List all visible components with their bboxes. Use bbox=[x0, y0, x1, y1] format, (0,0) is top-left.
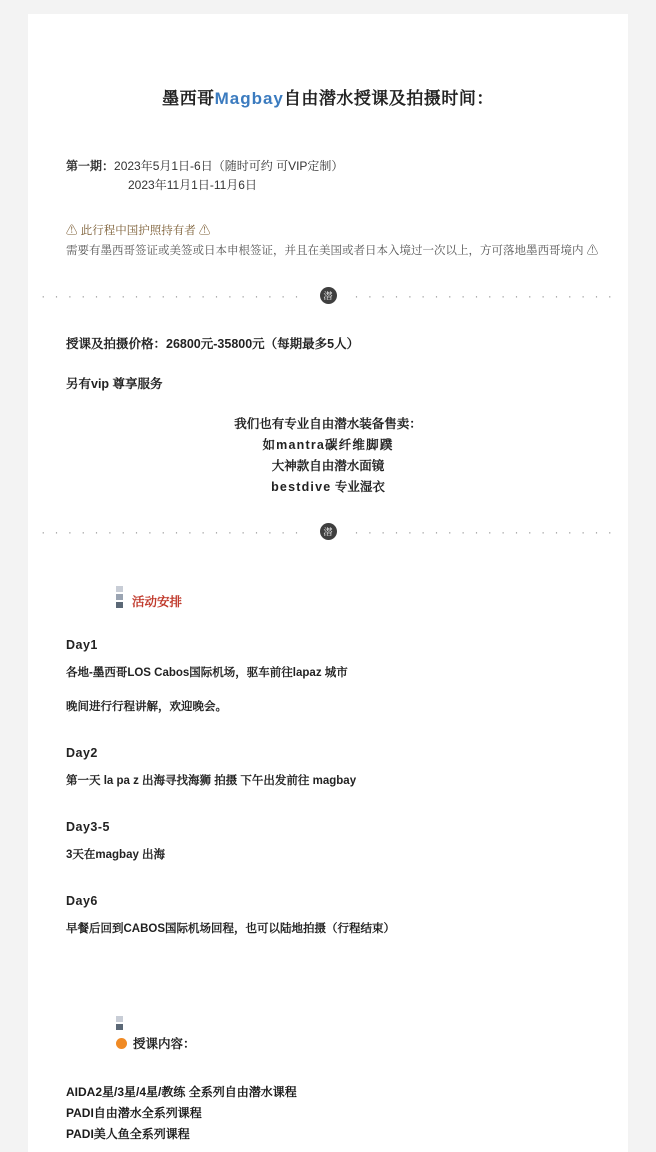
page-title bbox=[36, 14, 620, 109]
document-sheet bbox=[28, 14, 628, 1152]
orange-dot-icon bbox=[116, 1038, 127, 1049]
activity-heading bbox=[36, 586, 620, 608]
day-line: 第一天 la pa z 出海寻找海狮 拍摄 下午出发前往 magbay bbox=[66, 775, 357, 787]
visa-warning bbox=[36, 221, 620, 261]
course-heading-label: 授课内容： bbox=[133, 1037, 196, 1051]
day-title: Day2 bbox=[66, 746, 98, 760]
squares-icon bbox=[116, 586, 124, 608]
day-line: 各地-墨西哥LOS Cabos国际机场，驱车前往lapaz 城市 bbox=[66, 667, 348, 679]
schedule-date-1: 2023年5月1日-6日（随时可约 可VIP定制） bbox=[114, 159, 344, 173]
dive-badge-icon: 潜 bbox=[320, 523, 337, 540]
section-divider bbox=[36, 287, 620, 304]
visa-warning-text-2: 需要有墨西哥签证或美签或日本申根签证，并且在美国或者日本入境过一次以上，方可落地墨西哥境内 bbox=[66, 245, 584, 257]
day-title: Day3-5 bbox=[66, 820, 110, 834]
price-line: 授课及拍摄价格：26800元-35800元（每期最多5人） bbox=[66, 337, 360, 351]
course-item: AIDA2星/3星/4星/教练 全系列自由潜水课程 bbox=[66, 1085, 297, 1099]
gear-item-3-brand: bestdive bbox=[271, 480, 332, 494]
section-divider bbox=[36, 523, 620, 540]
warning-icon: ⚠ bbox=[198, 225, 211, 237]
course-list bbox=[36, 1082, 620, 1144]
itinerary-day bbox=[36, 638, 620, 716]
dive-badge-icon: 潜 bbox=[320, 287, 337, 304]
itinerary-day bbox=[36, 820, 620, 864]
title-prefix: 墨西哥 bbox=[162, 89, 215, 108]
activity-heading-label: 活动安排 bbox=[132, 595, 183, 609]
warning-icon: ⚠ bbox=[586, 245, 599, 257]
day-title: Day1 bbox=[66, 638, 98, 652]
day-line: 晚间进行行程讲解，欢迎晚会。 bbox=[66, 701, 227, 713]
itinerary-day bbox=[36, 894, 620, 938]
squares-icon bbox=[116, 1016, 124, 1030]
title-suffix: 自由潜水授课及拍摄时间： bbox=[283, 89, 494, 108]
schedule-line-1 bbox=[66, 157, 620, 176]
course-item: PADI自由潜水全系列课程 bbox=[66, 1106, 202, 1120]
course-heading bbox=[36, 1016, 620, 1052]
divider-dots-right: · · · · · · · · · · · · · · · · · · · · bbox=[354, 524, 615, 539]
day-line: 早餐后回到CABOS国际机场回程，也可以陆地拍摄（行程结束） bbox=[66, 923, 396, 935]
vip-line: 另有vip 尊享服务 bbox=[66, 377, 163, 391]
gear-block bbox=[36, 414, 620, 497]
course-item: PADI美人鱼全系列课程 bbox=[66, 1127, 190, 1141]
divider-dots-left: · · · · · · · · · · · · · · · · · · · · bbox=[41, 288, 302, 303]
schedule-date-2: 2023年11月1日-11月6日 bbox=[128, 178, 257, 192]
visa-warning-line-2 bbox=[66, 241, 620, 261]
day-title: Day6 bbox=[66, 894, 98, 908]
itinerary-day bbox=[36, 746, 620, 790]
gear-heading: 我们也有专业自由潜水装备售卖： bbox=[234, 417, 422, 431]
day-line: 3天在magbay 出海 bbox=[66, 849, 166, 861]
schedule-label: 第一期： bbox=[66, 159, 115, 173]
title-brand: Magbay bbox=[214, 89, 284, 108]
schedule-block bbox=[36, 157, 620, 195]
visa-warning-text-1: 此行程中国护照持有者 bbox=[80, 225, 196, 237]
gear-item-3 bbox=[36, 477, 620, 497]
visa-warning-line-1 bbox=[66, 221, 620, 241]
schedule-line-2 bbox=[66, 176, 620, 195]
gear-item-2: 大神款自由潜水面镜 bbox=[271, 459, 385, 473]
gear-item-1: 如mantra碳纤维脚蹼 bbox=[262, 438, 394, 452]
divider-dots-right: · · · · · · · · · · · · · · · · · · · · bbox=[354, 288, 615, 303]
divider-dots-left: · · · · · · · · · · · · · · · · · · · · bbox=[41, 524, 302, 539]
warning-icon: ⚠ bbox=[66, 225, 78, 237]
gear-item-3-rest: 专业湿衣 bbox=[331, 480, 385, 494]
